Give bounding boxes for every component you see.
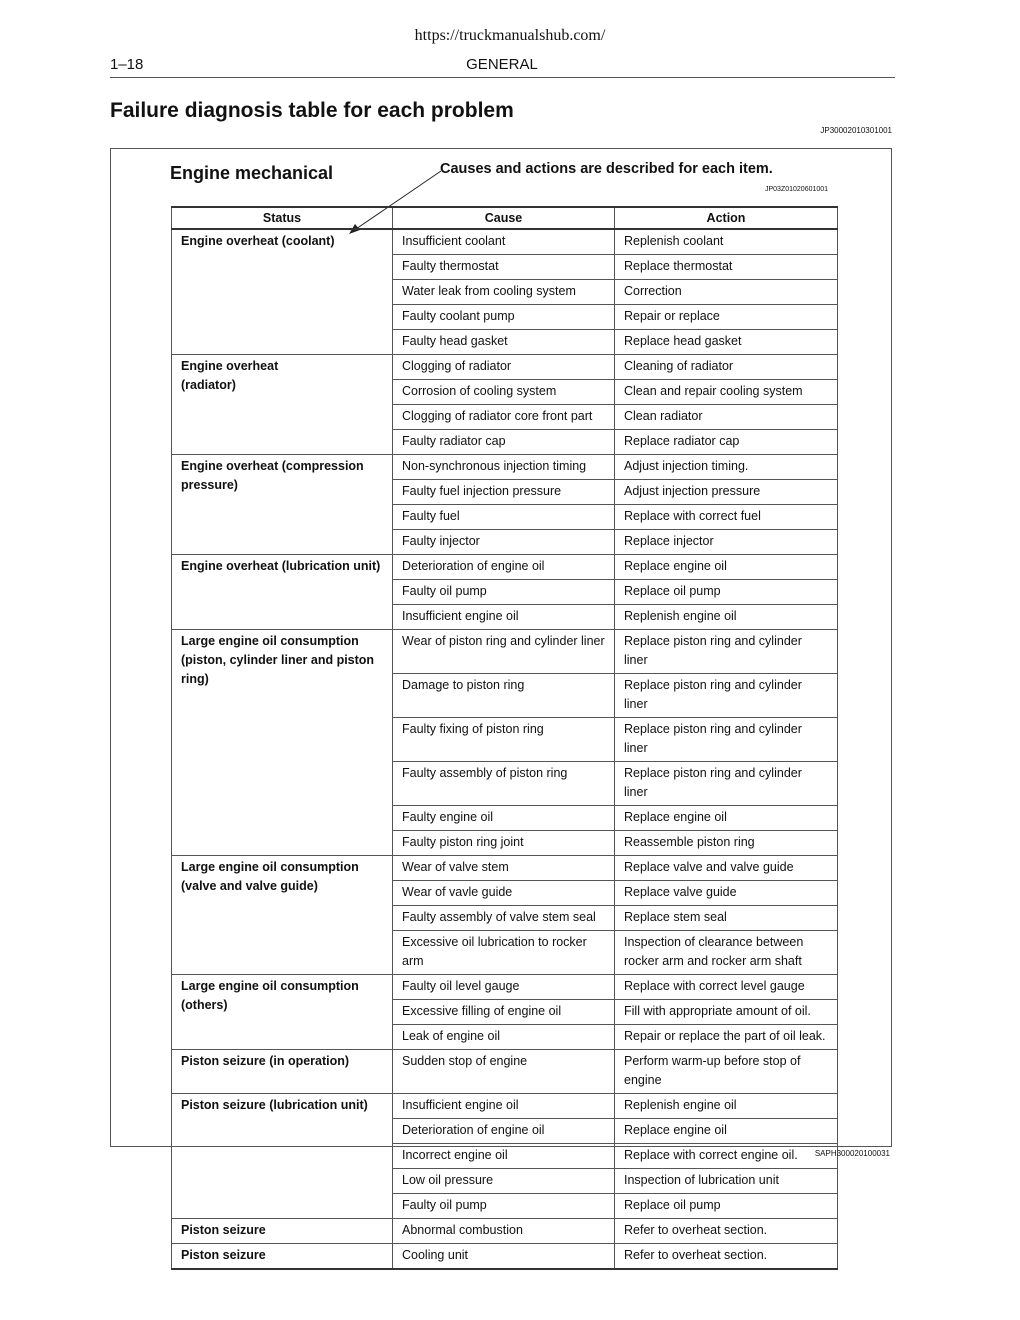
section-name: GENERAL [466,56,538,73]
table-row [172,1219,838,1244]
status-cell: Piston seizure (lubrication unit) [172,1094,393,1219]
action-cell: Replace valve guide [615,881,838,906]
cause-cell: Wear of valve stem [393,856,615,881]
cause-cell: Faulty coolant pump [393,305,615,330]
cause-cell: Faulty thermostat [393,255,615,280]
cause-cell: Faulty radiator cap [393,430,615,455]
action-cell: Adjust injection pressure [615,480,838,505]
cause-cell: Faulty assembly of valve stem seal [393,906,615,931]
cause-cell: Faulty piston ring joint [393,831,615,856]
table-row [172,555,838,580]
cause-cell: Sudden stop of engine [393,1050,615,1094]
status-cell: Piston seizure [172,1219,393,1244]
page-number: 1–18 [110,56,144,73]
cause-cell: Insufficient engine oil [393,1094,615,1119]
action-cell: Replace piston ring and cylinder liner [615,674,838,718]
cause-cell: Leak of engine oil [393,1025,615,1050]
action-cell: Replace head gasket [615,330,838,355]
cause-cell: Faulty head gasket [393,330,615,355]
action-cell: Adjust injection timing. [615,455,838,480]
action-cell: Refer to overheat section. [615,1244,838,1270]
document-code: JP30002010301001 [820,126,892,135]
status-cell: Engine overheat (compression pressure) [172,455,393,555]
action-cell: Replace stem seal [615,906,838,931]
status-cell: Piston seizure [172,1244,393,1270]
status-cell: Large engine oil consumption (others) [172,975,393,1050]
cause-cell: Excessive filling of engine oil [393,1000,615,1025]
callout-text: Causes and actions are described for each item. [440,161,773,177]
action-cell: Cleaning of radiator [615,355,838,380]
cause-cell: Faulty engine oil [393,806,615,831]
cause-cell: Faulty oil pump [393,580,615,605]
action-cell: Replace piston ring and cylinder liner [615,762,838,806]
footer-code: SAPH300020100031 [814,1149,890,1158]
cause-cell: Corrosion of cooling system [393,380,615,405]
action-cell: Replace with correct engine oil. [615,1144,838,1169]
cause-cell: Faulty oil level gauge [393,975,615,1000]
action-cell: Replace engine oil [615,806,838,831]
cause-cell: Wear of vavle guide [393,881,615,906]
table-header-row [172,207,838,229]
action-cell: Replenish engine oil [615,605,838,630]
source-url: https://truckmanualshub.com/ [414,27,606,44]
cause-cell: Faulty fuel injection pressure [393,480,615,505]
action-cell: Replace piston ring and cylinder liner [615,718,838,762]
action-cell: Replace valve and valve guide [615,856,838,881]
action-cell: Replace engine oil [615,555,838,580]
cause-cell: Faulty fuel [393,505,615,530]
cause-cell: Insufficient coolant [393,229,615,255]
action-cell: Inspection of clearance between rocker arm and rocker arm shaft [615,931,838,975]
action-cell: Correction [615,280,838,305]
table-row [172,1094,838,1119]
status-cell: Engine overheat (radiator) [172,355,393,455]
cause-cell: Abnormal combustion [393,1219,615,1244]
action-cell: Reassemble piston ring [615,831,838,856]
cause-cell: Non-synchronous injection timing [393,455,615,480]
table-row [172,856,838,881]
action-cell: Perform warm-up before stop of engine [615,1050,838,1094]
action-cell: Replace oil pump [615,580,838,605]
column-header-status: Status [172,207,393,229]
cause-cell: Clogging of radiator core front part [393,405,615,430]
action-cell: Replace piston ring and cylinder liner [615,630,838,674]
cause-cell: Incorrect engine oil [393,1144,615,1169]
callout-code: JP03Z01020601001 [765,186,829,193]
subsection-title: Engine mechanical [170,163,334,183]
table-row [172,1050,838,1094]
failure-diagnosis-table [171,206,838,1270]
table-row [172,975,838,1000]
column-header-action: Action [615,207,838,229]
cause-cell: Wear of piston ring and cylinder liner [393,630,615,674]
action-cell: Replace radiator cap [615,430,838,455]
action-cell: Replace oil pump [615,1194,838,1219]
action-cell: Replace with correct level gauge [615,975,838,1000]
cause-cell: Deterioration of engine oil [393,1119,615,1144]
action-cell: Clean radiator [615,405,838,430]
table-row [172,355,838,380]
table-row [172,229,838,255]
cause-cell: Faulty assembly of piston ring [393,762,615,806]
cause-cell: Low oil pressure [393,1169,615,1194]
status-cell: Large engine oil consumption (piston, cylinder liner and piston ring) [172,630,393,856]
column-header-cause: Cause [393,207,615,229]
cause-cell: Damage to piston ring [393,674,615,718]
action-cell: Replace engine oil [615,1119,838,1144]
action-cell: Replace injector [615,530,838,555]
table-row [172,630,838,674]
action-cell: Repair or replace [615,305,838,330]
status-cell: Engine overheat (lubrication unit) [172,555,393,630]
table-row [172,455,838,480]
table-body [172,229,838,1269]
table-row [172,1244,838,1270]
status-cell: Large engine oil consumption (valve and valve guide) [172,856,393,975]
action-cell: Clean and repair cooling system [615,380,838,405]
status-cell: Engine overheat (coolant) [172,229,393,355]
cause-cell: Cooling unit [393,1244,615,1270]
action-cell: Replace thermostat [615,255,838,280]
cause-cell: Faulty injector [393,530,615,555]
action-cell: Replenish engine oil [615,1094,838,1119]
cause-cell: Faulty fixing of piston ring [393,718,615,762]
cause-cell: Deterioration of engine oil [393,555,615,580]
action-cell: Repair or replace the part of oil leak. [615,1025,838,1050]
cause-cell: Water leak from cooling system [393,280,615,305]
action-cell: Replace with correct fuel [615,505,838,530]
action-cell: Replenish coolant [615,229,838,255]
action-cell: Inspection of lubrication unit [615,1169,838,1194]
action-cell: Fill with appropriate amount of oil. [615,1000,838,1025]
cause-cell: Faulty oil pump [393,1194,615,1219]
cause-cell: Insufficient engine oil [393,605,615,630]
cause-cell: Excessive oil lubrication to rocker arm [393,931,615,975]
page-title: Failure diagnosis table for each problem [110,99,514,122]
action-cell: Refer to overheat section. [615,1219,838,1244]
status-cell: Piston seizure (in operation) [172,1050,393,1094]
cause-cell: Clogging of radiator [393,355,615,380]
